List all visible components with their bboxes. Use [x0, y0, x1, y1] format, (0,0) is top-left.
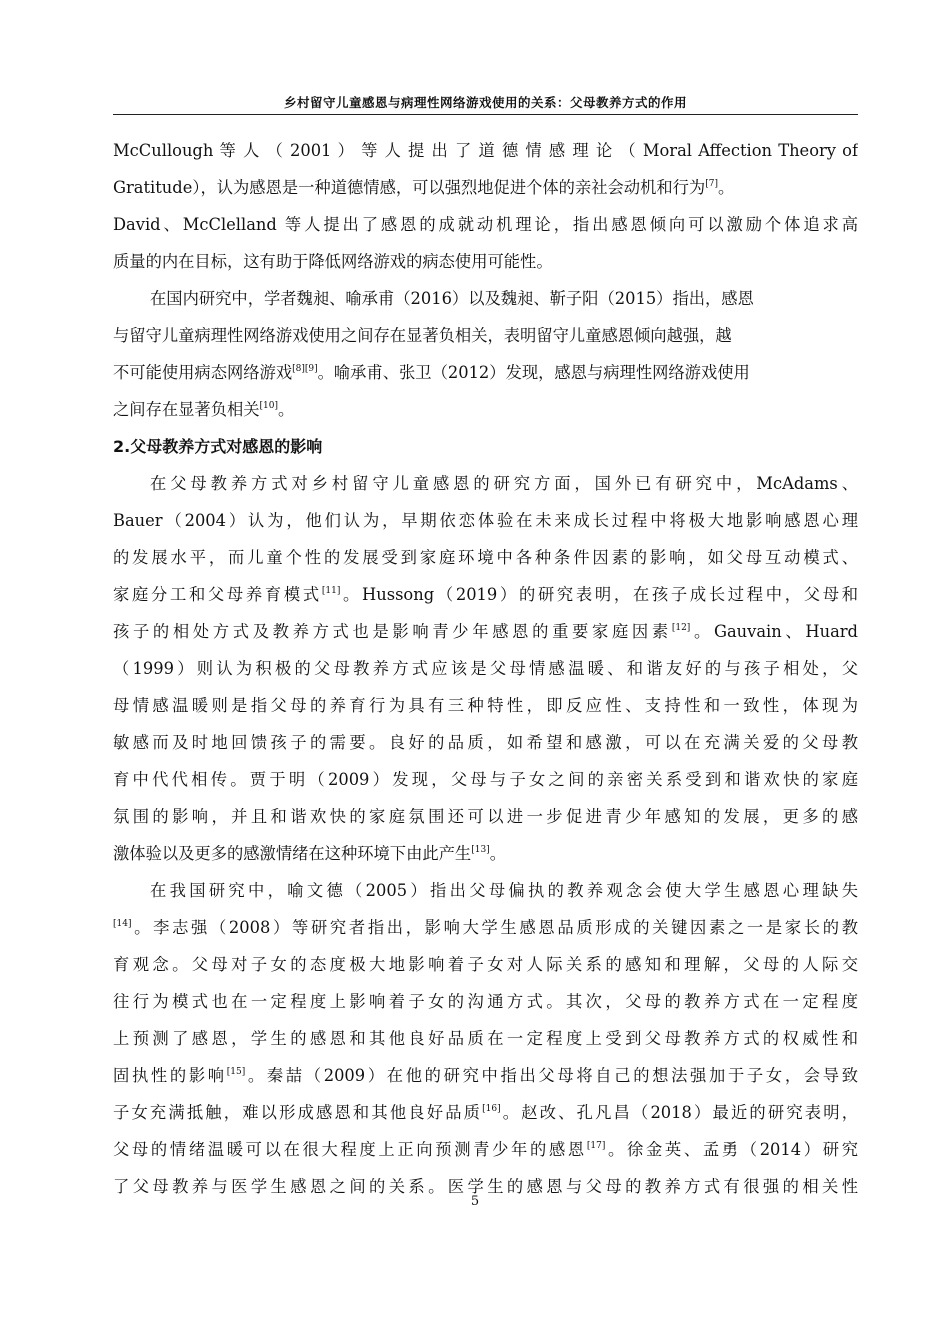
line-text: McCullough 等 人 （ 2001 ） 等 人 提 出 了 道 德 情 感 理 论 （ Moral Affection Theory of — [113, 141, 858, 160]
line-text-after: 。 — [489, 844, 506, 863]
text-line — [113, 465, 858, 502]
text-line — [113, 391, 858, 428]
line-text: （1999）则认为积极的父母教养方式应该是父母情感温暖、和谐友好的与孩子相处，父 — [113, 659, 858, 678]
line-text: 父母的情绪温暖可以在很大程度上正向预测青少年的感恩 — [113, 1140, 587, 1159]
line-text-after: 。Hussong（2019）的研究表明，在孩子成长过程中，父母和 — [340, 585, 858, 604]
citation-ref: [16] — [482, 1104, 501, 1114]
citation-ref: [17] — [586, 1141, 606, 1151]
line-text: 质量的内在目标，这有助于降低网络游戏的病态使用可能性。 — [113, 252, 553, 271]
line-text: 不可能使用病态网络游戏 — [113, 363, 293, 382]
text-line — [113, 909, 858, 946]
line-text: 的发展水平，而儿童个性的发展受到家庭环境中各种条件因素的影响，如父母互动模式、 — [113, 548, 858, 567]
text-line — [113, 946, 858, 983]
text-line — [113, 1020, 858, 1057]
line-text-after: 。Gauvain、Huard — [690, 622, 858, 641]
citation-ref: [7] — [705, 179, 718, 189]
citation-ref: [10] — [259, 401, 279, 411]
text-line — [113, 1131, 858, 1168]
line-text-after: 。赵改、孔凡昌（2018）最近的研究表明， — [500, 1103, 858, 1122]
text-line — [113, 983, 858, 1020]
line-text: 育中代代相传。贾于明（2009）发现，父母与子女之间的亲密关系受到和谐欢快的家庭 — [113, 770, 858, 789]
line-text: 育观念。父母对子女的态度极大地影响着子女对人际关系的感知和理解，父母的人际交 — [113, 955, 858, 974]
line-text-after: 。徐金英、孟勇（2014）研究 — [605, 1140, 858, 1159]
text-line — [113, 687, 858, 724]
text-line — [113, 761, 858, 798]
citation-ref: [12] — [671, 623, 691, 633]
line-text: Gratitude），认为感恩是一种道德情感，可以强烈地促进个体的亲社会动机和行为 — [113, 178, 706, 197]
line-text: 与留守儿童病理性网络游戏使用之间存在显著负相关，表明留守儿童感恩倾向越强，越 — [113, 326, 732, 345]
line-text: 在我国研究中，喻文德（2005）指出父母偏执的教养观念会使大学生感恩心理缺失 — [150, 881, 858, 900]
line-text: David、McClelland 等人提出了感恩的成就动机理论，指出感恩倾向可以激励个体追求高 — [113, 215, 858, 234]
line-text: 了父母教养与医学生感恩之间的关系。医学生的感恩与父母的教养方式有很强的相关性 — [113, 1177, 858, 1196]
citation-ref: [15] — [226, 1067, 246, 1077]
text-line — [113, 798, 858, 835]
section-heading — [113, 428, 858, 465]
line-text-after: 。 — [717, 178, 735, 197]
text-line — [113, 724, 858, 761]
line-text: 上预测了感恩，学生的感恩和其他良好品质在一定程度上受到父母教养方式的权威性和 — [113, 1029, 858, 1048]
line-text: 往行为模式也在一定程度上影响着子女的沟通方式。其次，父母的教养方式在一定程度 — [113, 992, 858, 1011]
citation-ref: [13] — [471, 845, 490, 855]
text-line — [113, 872, 858, 909]
text-line — [113, 317, 858, 354]
text-line — [113, 1094, 858, 1131]
line-text: 家庭分工和父母养育模式 — [113, 585, 322, 604]
text-line — [113, 1057, 858, 1094]
line-text: 母情感温暖则是指父母的养育行为具有三种特性，即反应性、支持性和一致性，体现为 — [113, 696, 858, 715]
citation-ref: [11] — [321, 586, 341, 596]
body-text — [113, 132, 858, 1205]
line-text: Bauer（2004）认为，他们认为，早期依恋体验在未来成长过程中将极大地影响感恩心理 — [113, 511, 858, 530]
citation-ref: [14] — [113, 919, 132, 929]
page-number: 5 — [470, 1194, 480, 1209]
text-line — [113, 243, 858, 280]
citation-ref: [8][9] — [292, 364, 318, 374]
text-line — [113, 206, 858, 243]
text-line — [113, 576, 858, 613]
text-line — [113, 539, 858, 576]
line-text: 之间存在显著负相关 — [113, 400, 260, 419]
header-title: 乡村留守儿童感恩与病理性网络游戏使用的关系：父母教养方式的作用 — [283, 95, 687, 110]
line-text-after: 。李志强（2008）等研究者指出，影响大学生感恩品质形成的关键因素之一是家长的教 — [131, 918, 858, 937]
line-text: 氛围的影响，并且和谐欢快的家庭氛围还可以进一步促进青少年感知的发展，更多的感 — [113, 807, 858, 826]
line-text: 在父母教养方式对乡村留守儿童感恩的研究方面，国外已有研究中，McAdams、 — [150, 474, 858, 493]
line-text: 子女充满抵触，难以形成感恩和其他良好品质 — [113, 1103, 483, 1122]
text-line — [113, 835, 858, 872]
text-line — [113, 650, 858, 687]
text-line — [113, 354, 858, 391]
text-line — [113, 132, 858, 169]
line-text: 激体验以及更多的感激情绪在这种环境下由此产生 — [113, 844, 472, 863]
line-text: 敏感而及时地回馈孩子的需要。良好的品质，如希望和感激，可以在充满关爱的父母教 — [113, 733, 858, 752]
text-line — [113, 613, 858, 650]
text-line — [113, 169, 858, 206]
text-line — [113, 502, 858, 539]
line-text-after: 。喻承甫、张卫（2012）发现，感恩与病理性网络游戏使用 — [317, 363, 750, 382]
text-line — [113, 280, 858, 317]
line-text: 固执性的影响 — [113, 1066, 227, 1085]
line-text-after: 。 — [278, 400, 295, 419]
line-text: 2.父母教养方式对感恩的影响 — [113, 437, 323, 456]
line-text: 孩子的相处方式及教养方式也是影响青少年感恩的重要家庭因素 — [113, 622, 672, 641]
line-text: 在国内研究中，学者魏昶、喻承甫（2016）以及魏昶、靳子阳（2015）指出，感恩 — [150, 289, 754, 308]
running-header — [113, 88, 858, 115]
line-text-after: 。秦喆（2009）在他的研究中指出父母将自己的想法强加于子女，会导致 — [245, 1066, 858, 1085]
